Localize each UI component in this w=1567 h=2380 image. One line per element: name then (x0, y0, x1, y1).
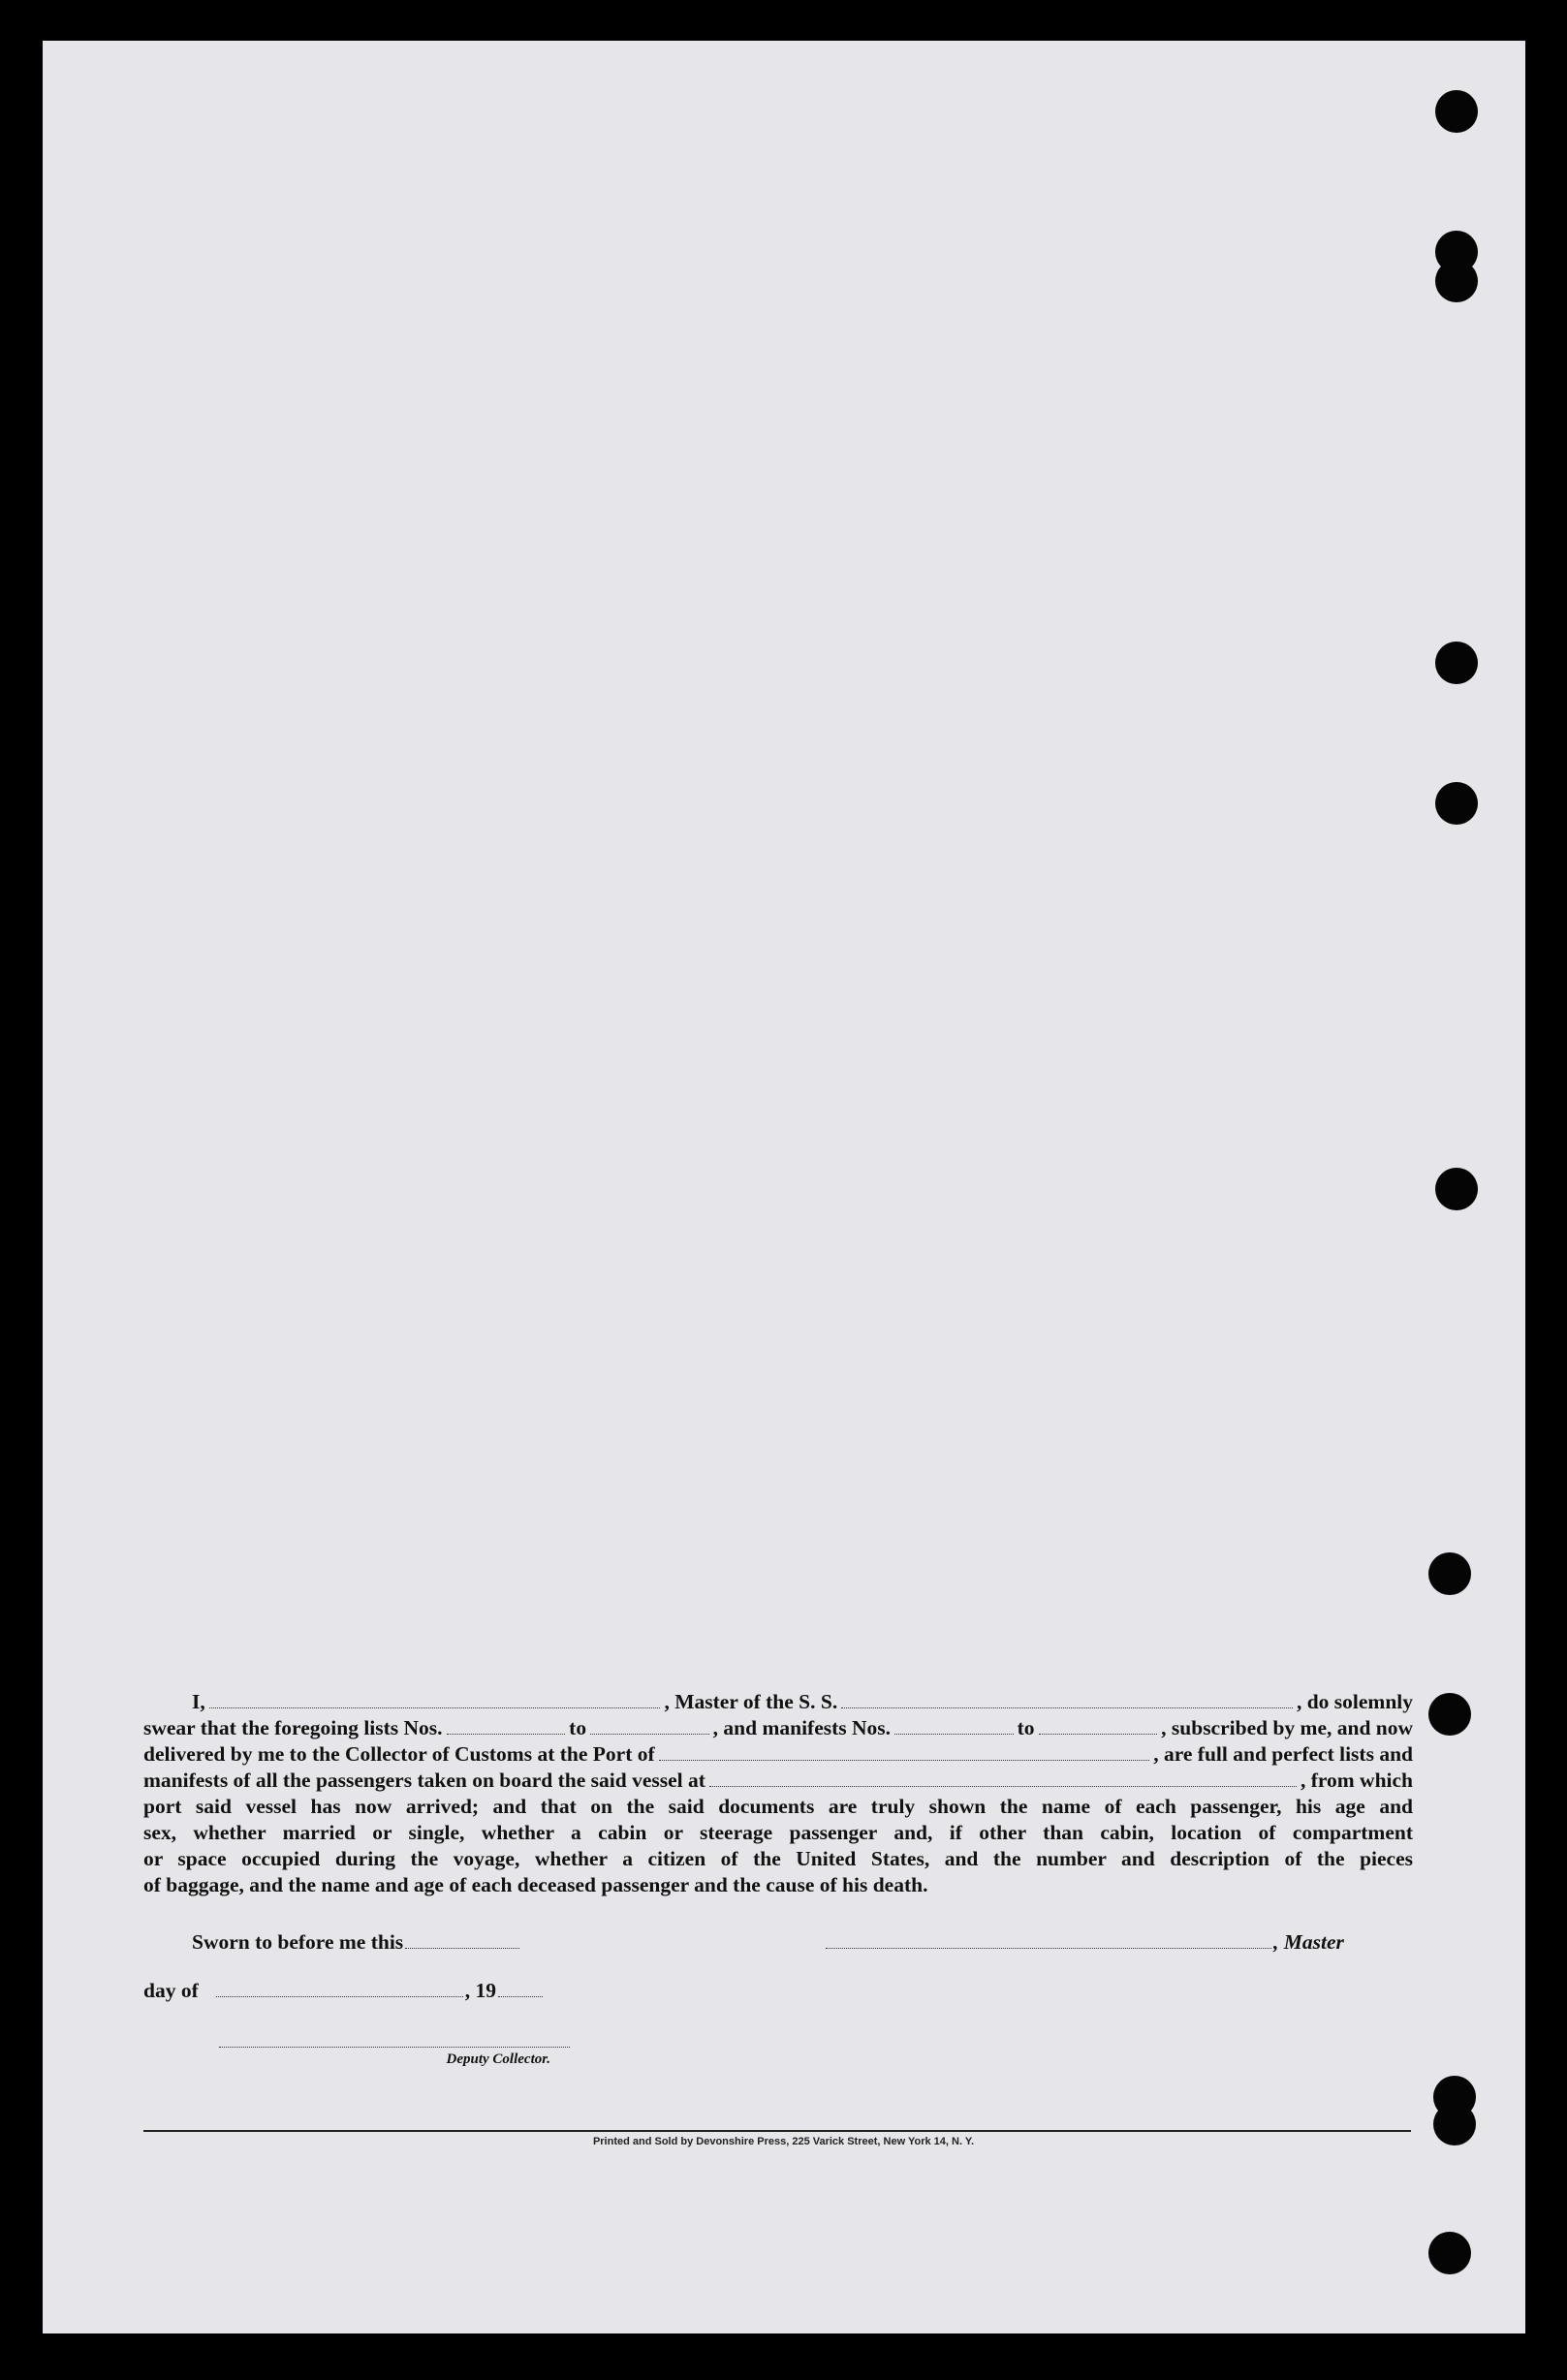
footer-rule (143, 2130, 1411, 2132)
month-field[interactable] (216, 1981, 463, 1997)
lists-from-field[interactable] (447, 1718, 566, 1735)
manifests-to-field[interactable] (1039, 1718, 1158, 1735)
master-signature-line: , Master (826, 1930, 1344, 1955)
deputy-collector-signature-field[interactable] (219, 2033, 570, 2048)
master-oath (143, 1689, 1413, 1898)
printer-imprint: Printed and Sold by Devonshire Press, 225 Varick Street, New York 14, N. Y. (592, 2136, 975, 2147)
deputy-collector-label: Deputy Collector. (446, 2051, 550, 2067)
punch-hole (1435, 642, 1478, 684)
punch-hole (1435, 90, 1478, 133)
punch-hole (1428, 2232, 1471, 2274)
oath-line-7: or space occupied during the voyage, whether a citizen of the United States, and the number and description of the pieces (143, 1847, 1413, 1870)
embarkation-port-field[interactable] (709, 1770, 1297, 1787)
oath-line-3: delivered by me to the Collector of Customs at the Port of , are full and perfect lists and (143, 1742, 1413, 1766)
day-of-line: day of , 19 (143, 1979, 543, 2003)
oath-line-5: port said vessel has now arrived; and that on the said documents are truly shown the name of each passenger, his age and (143, 1795, 1413, 1818)
punch-hole (1435, 782, 1478, 825)
oath-line-2: swear that the foregoing lists Nos. to , and manifests Nos. to , subscribed by me, and now (143, 1716, 1414, 1739)
oath-line-6: sex, whether married or single, whether a cabin or steerage passenger and, if other than cabin, location of compartment (143, 1821, 1413, 1844)
vessel-name-field[interactable] (841, 1692, 1293, 1708)
sworn-line: Sworn to before me this (192, 1930, 519, 1955)
punch-hole (1435, 260, 1478, 302)
master-name-field[interactable] (209, 1692, 661, 1708)
punch-hole (1435, 1168, 1478, 1210)
year-field[interactable] (498, 1981, 543, 1997)
punch-hole (1428, 1552, 1471, 1595)
lists-to-field[interactable] (590, 1718, 709, 1735)
oath-line-8: of baggage, and the name and age of each deceased passenger and the cause of his death. (143, 1873, 928, 1896)
punch-hole (1428, 1693, 1471, 1736)
oath-line-1: I, , Master of the S. S. , do solemnly (192, 1690, 1414, 1713)
manifests-from-field[interactable] (894, 1718, 1014, 1735)
oath-line-4: manifests of all the passengers taken on board the said vessel at , from which (143, 1769, 1413, 1792)
port-field[interactable] (659, 1744, 1150, 1761)
master-signature-field[interactable] (826, 1932, 1271, 1949)
sworn-day-field[interactable] (405, 1932, 519, 1949)
deputy-collector-block (219, 2033, 570, 2068)
